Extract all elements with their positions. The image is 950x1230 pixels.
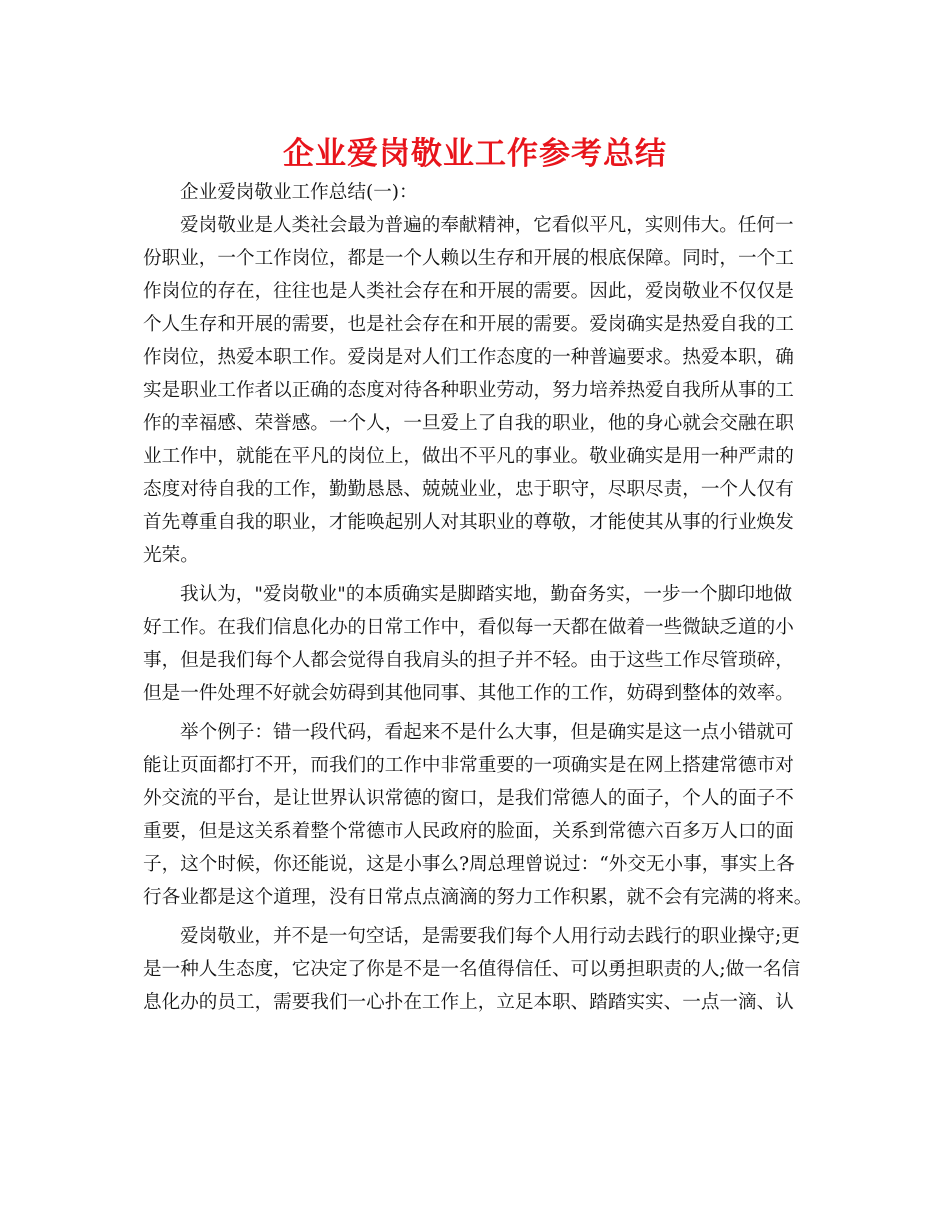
text-line: 份职业，一个工作岗位，都是一个人赖以生存和开展的根底保障。同时，一个工	[143, 248, 794, 269]
text-line: 但是一件处理不好就会妨碍到其他同事、其他工作的工作，妨碍到整体的效率。	[143, 683, 794, 704]
text-line: 息化办的员工，需要我们一心扑在工作上，立足本职、踏踏实实、一点一滴、认	[143, 992, 794, 1013]
text-line: 好工作。在我们信息化办的日常工作中，看似每一天都在做着一些微缺乏道的小	[143, 617, 794, 638]
text-line: 爱岗敬业是人类社会最为普遍的奉献精神，它看似平凡，实则伟大。任何一	[180, 215, 794, 236]
text-line: 能让页面都打不开，而我们的工作中非常重要的一项确实是在网上搭建常德市对	[143, 755, 794, 776]
document-title: 企业爱岗敬业工作参考总结	[283, 136, 667, 172]
text-line: 重要，但是这关系着整个常德市人民政府的脸面，关系到常德六百多万人口的面	[143, 821, 794, 842]
text-line: 实是职业工作者以正确的态度对待各种职业劳动，努力培养热爱自我所从事的工	[143, 380, 794, 401]
text-line: 业工作中，就能在平凡的岗位上，做出不平凡的事业。敬业确实是用一种严肃的	[143, 446, 794, 467]
text-line: 行各业都是这个道理，没有日常点点滴滴的努力工作积累，就不会有完满的将来。	[143, 887, 813, 908]
text-line: 子，这个时候，你还能说，这是小事么?周总理曾说过：“外交无小事，事实上各	[143, 854, 795, 875]
text-line: 举个例子：错一段代码，看起来不是什么大事，但是确实是这一点小错就可	[180, 722, 794, 743]
text-line: 作岗位的存在，往往也是人类社会存在和开展的需要。因此，爱岗敬业不仅仅是	[143, 281, 794, 302]
text-line: 企业爱岗敬业工作总结(一)：	[180, 182, 418, 203]
text-line: 光荣。	[143, 545, 199, 566]
text-line: 是一种人生态度，它决定了你是不是一名值得信任、可以勇担职责的人;做一名信	[143, 959, 801, 980]
text-line: 爱岗敬业，并不是一句空话，是需要我们每个人用行动去践行的职业操守;更	[180, 926, 800, 947]
text-line: 作岗位，热爱本职工作。爱岗是对人们工作态度的一种普遍要求。热爱本职，确	[143, 347, 794, 368]
document-body	[143, 176, 813, 1019]
text-line: 作的幸福感、荣誉感。一个人，一旦爱上了自我的职业，他的身心就会交融在职	[143, 413, 794, 434]
text-line: 外交流的平台，是让世界认识常德的窗口，是我们常德人的面子，个人的面子不	[143, 788, 794, 809]
text-line: 个人生存和开展的需要，也是社会存在和开展的需要。爱岗确实是热爱自我的工	[143, 314, 794, 335]
text-line: 事，但是我们每个人都会觉得自我肩头的担子并不轻。由于这些工作尽管琐碎，	[143, 650, 794, 671]
text-line: 首先尊重自我的职业，才能唤起别人对其职业的尊敬，才能使其从事的行业焕发	[143, 512, 794, 533]
text-line: 我认为，"爱岗敬业"的本质确实是脚踏实地，勤奋务实，一步一个脚印地做	[180, 584, 793, 605]
text-line: 态度对待自我的工作，勤勤恳恳、兢兢业业，忠于职守，尽职尽责，一个人仅有	[143, 479, 794, 500]
